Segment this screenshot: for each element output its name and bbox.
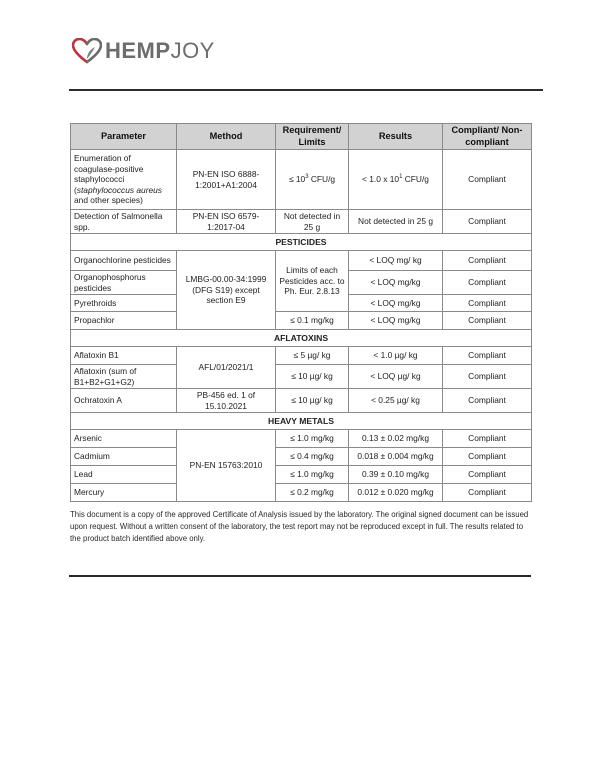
table-row	[71, 210, 532, 234]
compliant-cell: Compliant	[443, 365, 532, 389]
requirement-cell: Not detected in 25 g	[276, 210, 349, 234]
compliant-cell: Compliant	[443, 466, 532, 484]
table-row	[71, 251, 532, 271]
disclaimer-text: This document is a copy of the approved Certificate of Analysis issued by the laboratory. The original signed document can be issued upon request. Without a written consent of the laboratory, the test report may not be reproduced except in full. The results related to the product batch identified above only.	[70, 510, 529, 544]
requirement-cell: ≤ $10^3$ CFU/g	[276, 150, 349, 210]
table-row	[71, 365, 532, 389]
header-method: Method	[177, 124, 276, 150]
result-cell: Not detected in 25 g	[349, 210, 443, 234]
parameter-cell: Mercury	[71, 484, 177, 502]
requirement-cell: ≤ 1.0 mg/kg	[276, 430, 349, 448]
section-title: HEAVY METALS	[71, 413, 532, 430]
compliant-cell: Compliant	[443, 150, 532, 210]
header-compliant: Compliant/ Non-compliant	[443, 124, 532, 150]
table-row	[71, 150, 532, 210]
requirement-cell: ≤ 10 µg/ kg	[276, 389, 349, 413]
compliant-cell: Compliant	[443, 448, 532, 466]
result-cell: < 0.25 µg/ kg	[349, 389, 443, 413]
result-cell: < LOQ mg/kg	[349, 312, 443, 330]
result-cell: 0.018 ± 0.004 mg/kg	[349, 448, 443, 466]
header-results: Results	[349, 124, 443, 150]
table-header-row	[71, 124, 532, 150]
result-cell: 0.13 ± 0.02 mg/kg	[349, 430, 443, 448]
parameter-cell: Cadmium	[71, 448, 177, 466]
parameter-cell: Organophosphorus pesticides	[71, 271, 177, 295]
table-row	[71, 448, 532, 466]
section-title: AFLATOXINS	[71, 330, 532, 347]
section-title: PESTICIDES	[71, 234, 532, 251]
requirement-cell: ≤ 0.2 mg/kg	[276, 484, 349, 502]
table-row	[71, 347, 532, 365]
result-cell: < LOQ mg/kg	[349, 295, 443, 312]
requirement-cell: ≤ 0.1 mg/kg	[276, 312, 349, 330]
parameter-cell: Aflatoxin B1	[71, 347, 177, 365]
compliant-cell: Compliant	[443, 295, 532, 312]
compliant-cell: Compliant	[443, 251, 532, 271]
requirement-cell: ≤ 1.0 mg/kg	[276, 466, 349, 484]
result-cell: < LOQ mg/kg	[349, 271, 443, 295]
table-row	[71, 312, 532, 330]
requirement-cell: ≤ 0.4 mg/kg	[276, 448, 349, 466]
section-row-heavy-metals	[71, 413, 532, 430]
method-cell: PN-EN ISO 6579-1:2017-04	[177, 210, 276, 234]
requirement-cell: Limits of each Pesticides acc. to Ph. Eur. 2.8.13	[276, 251, 349, 312]
parameter-cell: Lead	[71, 466, 177, 484]
result-cell: < LOQ µg/ kg	[349, 365, 443, 389]
compliant-cell: Compliant	[443, 347, 532, 365]
parameter-cell: Arsenic	[71, 430, 177, 448]
parameter-cell: Enumeration of coagulase-positive staphylococci (staphylococcus aureus and other species)	[71, 150, 177, 210]
compliant-cell: Compliant	[443, 271, 532, 295]
method-cell: PN-EN 15763:2010	[177, 430, 276, 502]
header-parameter: Parameter	[71, 124, 177, 150]
result-cell: < LOQ mg/ kg	[349, 251, 443, 271]
result-cell: 0.39 ± 0.10 mg/kg	[349, 466, 443, 484]
heart-icon	[72, 38, 102, 64]
parameter-cell: Pyrethroids	[71, 295, 177, 312]
requirement-cell: ≤ 10 µg/ kg	[276, 365, 349, 389]
analysis-table	[70, 123, 532, 502]
result-cell: 0.012 ± 0.020 mg/kg	[349, 484, 443, 502]
parameter-cell: Propachlor	[71, 312, 177, 330]
brand-name: HEMPJOY	[105, 38, 215, 63]
requirement-cell: ≤ 5 µg/ kg	[276, 347, 349, 365]
method-cell: AFL/01/2021/1	[177, 347, 276, 389]
compliant-cell: Compliant	[443, 389, 532, 413]
parameter-cell: Aflatoxin (sum of B1+B2+G1+G2)	[71, 365, 177, 389]
parameter-cell: Ochratoxin A	[71, 389, 177, 413]
parameter-cell: Organochlorine pesticides	[71, 251, 177, 271]
method-cell: PB-456 ed. 1 of 15.10.2021	[177, 389, 276, 413]
header-requirement: Requirement/ Limits	[276, 124, 349, 150]
brand-logo	[72, 36, 215, 66]
method-cell: LMBG-00.00-34:1999 (DFG S19) except section E9	[177, 251, 276, 330]
compliant-cell: Compliant	[443, 312, 532, 330]
table-row	[71, 389, 532, 413]
table-row	[71, 466, 532, 484]
section-row-pesticides	[71, 234, 532, 251]
table-row	[71, 430, 532, 448]
header-divider	[69, 89, 543, 91]
compliant-cell: Compliant	[443, 210, 532, 234]
result-cell: < 1.0 x $10^1$ CFU/g	[349, 150, 443, 210]
method-cell: PN-EN ISO 6888-1:2001+A1:2004	[177, 150, 276, 210]
compliant-cell: Compliant	[443, 430, 532, 448]
footer-divider	[69, 575, 531, 577]
section-row-aflatoxins	[71, 330, 532, 347]
result-cell: < 1.0 µg/ kg	[349, 347, 443, 365]
compliant-cell: Compliant	[443, 484, 532, 502]
parameter-cell: Detection of Salmonella spp.	[71, 210, 177, 234]
table-row	[71, 484, 532, 502]
